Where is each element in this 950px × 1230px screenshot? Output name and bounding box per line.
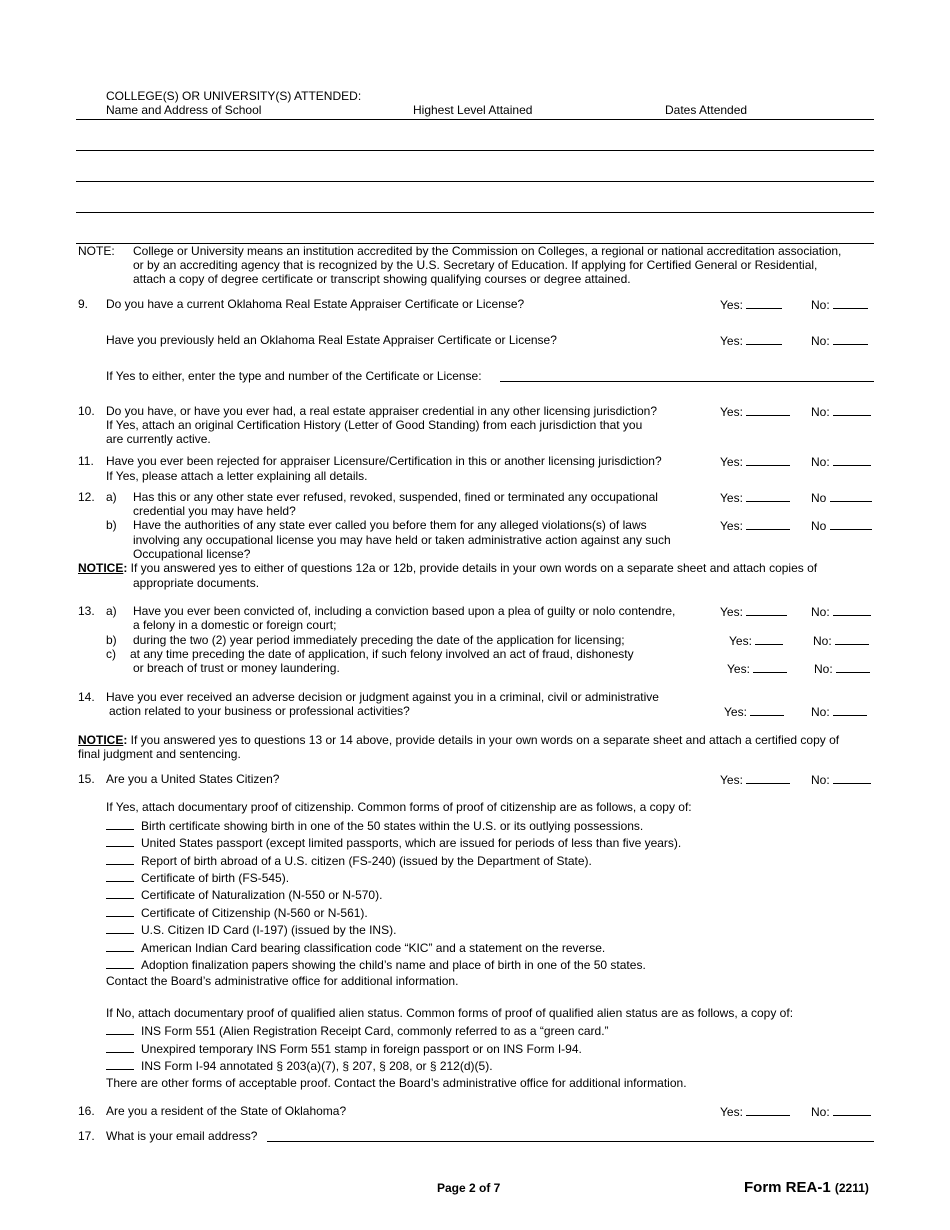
- question-number: 12.: [78, 490, 95, 504]
- no-blank[interactable]: [833, 333, 868, 345]
- sub-question-label: b): [106, 518, 117, 532]
- list-item: U.S. Citizen ID Card (I-197) (issued by the INS).: [106, 922, 396, 937]
- question-text: What is your email address?: [106, 1129, 258, 1143]
- no-blank[interactable]: [833, 404, 871, 416]
- yes-blank[interactable]: [746, 297, 782, 309]
- question-text: involving any occupational license you may have held or taken administrative action against any such: [133, 533, 671, 547]
- yes-label: Yes:: [720, 405, 743, 419]
- yes-label: Yes:: [727, 662, 750, 676]
- column-header-dates: Dates Attended: [665, 103, 748, 117]
- question-text: Have you ever received an adverse decision or judgment against you in a criminal, civil or administrative: [106, 690, 659, 704]
- question-number: 15.: [78, 772, 95, 786]
- sub-question-label: b): [106, 633, 117, 647]
- yes-blank[interactable]: [746, 454, 790, 466]
- question-number: 16.: [78, 1104, 95, 1118]
- no-blank[interactable]: [833, 454, 871, 466]
- question-number: 11.: [78, 454, 94, 468]
- yes-blank[interactable]: [746, 772, 790, 784]
- no-label: No:: [811, 298, 830, 312]
- sub-question-label: c): [106, 647, 116, 661]
- no-blank[interactable]: [833, 772, 871, 784]
- table-rule: [76, 119, 874, 120]
- check-blank[interactable]: [106, 887, 134, 899]
- question-text: Have you previously held an Oklahoma Real Estate Appraiser Certificate or License?: [106, 333, 557, 347]
- question-text: If Yes, please attach a letter explaining all details.: [106, 469, 368, 483]
- school-entry-line[interactable]: [76, 150, 874, 151]
- note-text: College or University means an institution accredited by the Commission on Colleges, a regional or national accreditation association,: [133, 244, 842, 258]
- no-blank[interactable]: [830, 518, 872, 530]
- question-text: Have you ever been convicted of, including a conviction based upon a plea of guilty or nolo contendre,: [133, 604, 676, 618]
- question-text: action related to your business or professional activities?: [109, 704, 410, 718]
- yes-label: Yes:: [720, 491, 743, 505]
- question-text: Have you ever been rejected for appraiser Licensure/Certification in this or another licensing jurisdiction?: [106, 454, 662, 468]
- no-blank[interactable]: [835, 633, 869, 645]
- check-blank[interactable]: [106, 853, 134, 865]
- certificate-number-field[interactable]: [500, 381, 874, 382]
- citizenship-instructions: If Yes, attach documentary proof of citizenship. Common forms of proof of citizenship are as follows, a copy of:: [106, 800, 692, 814]
- list-item: Unexpired temporary INS Form 551 stamp in foreign passport or on INS Form I-94.: [106, 1041, 582, 1056]
- yes-blank[interactable]: [746, 333, 782, 345]
- question-text: at any time preceding the date of application, if such felony involved an act of fraud, dishonesty: [130, 647, 634, 661]
- question-number: 13.: [78, 604, 95, 618]
- question-text: Occupational license?: [133, 547, 251, 561]
- yes-label: Yes:: [720, 519, 743, 533]
- list-item: Report of birth abroad of a U.S. citizen (FS-240) (issued by the Department of State).: [106, 853, 592, 868]
- no-label: No:: [811, 455, 830, 469]
- check-blank[interactable]: [106, 957, 134, 969]
- note-label: NOTE:: [78, 244, 115, 258]
- question-text: If Yes, attach an original Certification History (Letter of Good Standing) from each jurisdiction that you: [106, 418, 643, 432]
- no-label: No:: [811, 334, 830, 348]
- column-header-level: Highest Level Attained: [413, 103, 533, 117]
- yes-label: Yes:: [720, 334, 743, 348]
- no-label: No: [811, 491, 827, 505]
- list-item: Birth certificate showing birth in one of the 50 states within the U.S. or its outlying possessions.: [106, 818, 643, 833]
- notice-label: NOTICE: [78, 561, 124, 575]
- question-text: credential you may have held?: [133, 504, 296, 518]
- question-text: Are you a resident of the State of Oklahoma?: [106, 1104, 347, 1118]
- no-blank[interactable]: [833, 604, 871, 616]
- notice-text: final judgment and sentencing.: [78, 747, 241, 761]
- yes-blank[interactable]: [746, 604, 787, 616]
- page-number: Page 2 of 7: [437, 1181, 501, 1195]
- question-text: Do you have a current Oklahoma Real Estate Appraiser Certificate or License?: [106, 297, 525, 311]
- no-blank[interactable]: [833, 704, 867, 716]
- yes-label: Yes:: [720, 455, 743, 469]
- school-entry-line[interactable]: [76, 181, 874, 182]
- question-text: a felony in a domestic or foreign court;: [133, 618, 337, 632]
- question-number: 14.: [78, 690, 95, 704]
- list-item: Certificate of Citizenship (N-560 or N-561).: [106, 905, 368, 920]
- question-text: Are you a United States Citizen?: [106, 772, 280, 786]
- check-blank[interactable]: [106, 1023, 134, 1035]
- yes-blank[interactable]: [753, 661, 787, 673]
- contact-text: Contact the Board’s administrative office for additional information.: [106, 974, 459, 988]
- notice-text: NOTICE: If you answered yes to questions 13 or 14 above, provide details in your own words on a separate sheet and attach a certified copy of: [78, 733, 840, 747]
- notice-text: appropriate documents.: [133, 576, 260, 590]
- question-text: are currently active.: [106, 432, 211, 446]
- no-blank[interactable]: [833, 297, 868, 309]
- list-item: Adoption finalization papers showing the child’s name and place of birth in one of the 50 states.: [106, 957, 646, 972]
- check-blank[interactable]: [106, 818, 134, 830]
- question-number: 9.: [78, 297, 89, 311]
- no-blank[interactable]: [833, 1104, 871, 1116]
- no-label: No:: [811, 773, 830, 787]
- yes-blank[interactable]: [755, 633, 783, 645]
- no-label: No:: [811, 405, 830, 419]
- alien-instructions: If No, attach documentary proof of qualified alien status. Common forms of proof of qualified alien status are as follows, a copy of:: [106, 1006, 794, 1020]
- yes-blank[interactable]: [746, 404, 790, 416]
- question-text: If Yes to either, enter the type and number of the Certificate or License:: [106, 369, 482, 383]
- sub-question-label: a): [106, 490, 117, 504]
- yes-label: Yes:: [724, 705, 747, 719]
- list-item: United States passport (except limited passports, which are issued for periods of less than five years).: [106, 835, 681, 850]
- no-label: No:: [813, 634, 832, 648]
- question-text: Have the authorities of any state ever called you before them for any alleged violations(s) of laws: [133, 518, 647, 532]
- question-number: 10.: [78, 404, 95, 418]
- list-item: INS Form 551 (Alien Registration Receipt Card, commonly referred to as a “green card.”: [106, 1023, 609, 1038]
- no-blank[interactable]: [830, 490, 872, 502]
- sub-question-label: a): [106, 604, 117, 618]
- yes-label: Yes:: [720, 298, 743, 312]
- no-label: No:: [811, 605, 830, 619]
- yes-blank[interactable]: [750, 704, 784, 716]
- contact-text: There are other forms of acceptable proof. Contact the Board’s administrative office for additional information.: [106, 1076, 687, 1090]
- notice-text: NOTICE: If you answered yes to either of questions 12a or 12b, provide details in your own words on a separate sheet and attach copies of: [78, 561, 818, 575]
- column-header-name: Name and Address of School: [106, 103, 262, 117]
- notice-label: NOTICE: [78, 733, 124, 747]
- check-blank[interactable]: [106, 940, 134, 952]
- question-number: 17.: [78, 1129, 95, 1143]
- check-blank[interactable]: [106, 835, 134, 847]
- yes-label: Yes:: [729, 634, 752, 648]
- check-blank[interactable]: [106, 922, 134, 934]
- check-blank[interactable]: [106, 1058, 134, 1070]
- question-text: or breach of trust or money laundering.: [133, 661, 340, 675]
- yes-blank[interactable]: [746, 490, 790, 502]
- no-label: No: [811, 519, 827, 533]
- email-field[interactable]: [267, 1141, 874, 1142]
- yes-blank[interactable]: [746, 518, 790, 530]
- check-blank[interactable]: [106, 870, 134, 882]
- yes-blank[interactable]: [746, 1104, 790, 1116]
- check-blank[interactable]: [106, 905, 134, 917]
- note-text: or by an accrediting agency that is recognized by the U.S. Secretary of Education. If applying for Certified General or Residential,: [133, 258, 818, 272]
- yes-label: Yes:: [720, 1105, 743, 1119]
- list-item: Certificate of Naturalization (N-550 or N-570).: [106, 887, 382, 902]
- no-blank[interactable]: [836, 661, 870, 673]
- section-title: COLLEGE(S) OR UNIVERSITY(S) ATTENDED:: [106, 89, 362, 103]
- no-label: No:: [811, 1105, 830, 1119]
- note-text: attach a copy of degree certificate or transcript showing qualifying courses or degree attained.: [133, 272, 631, 286]
- yes-label: Yes:: [720, 773, 743, 787]
- list-item: American Indian Card bearing classification code “KIC” and a statement on the reverse.: [106, 940, 605, 955]
- no-label: No:: [814, 662, 833, 676]
- form-id: Form REA-1 (2211): [744, 1179, 869, 1196]
- question-text: Do you have, or have you ever had, a real estate appraiser credential in any other licensing jurisdiction?: [106, 404, 657, 418]
- list-item: INS Form I-94 annotated § 203(a)(7), § 207, § 208, or § 212(d)(5).: [106, 1058, 493, 1073]
- question-text: Has this or any other state ever refused, revoked, suspended, fined or terminated any occupational: [133, 490, 658, 504]
- question-text: during the two (2) year period immediately preceding the date of the application for licensing;: [133, 633, 625, 647]
- school-entry-line[interactable]: [76, 212, 874, 213]
- yes-label: Yes:: [720, 605, 743, 619]
- list-item: Certificate of birth (FS-545).: [106, 870, 289, 885]
- check-blank[interactable]: [106, 1041, 134, 1053]
- no-label: No:: [811, 705, 830, 719]
